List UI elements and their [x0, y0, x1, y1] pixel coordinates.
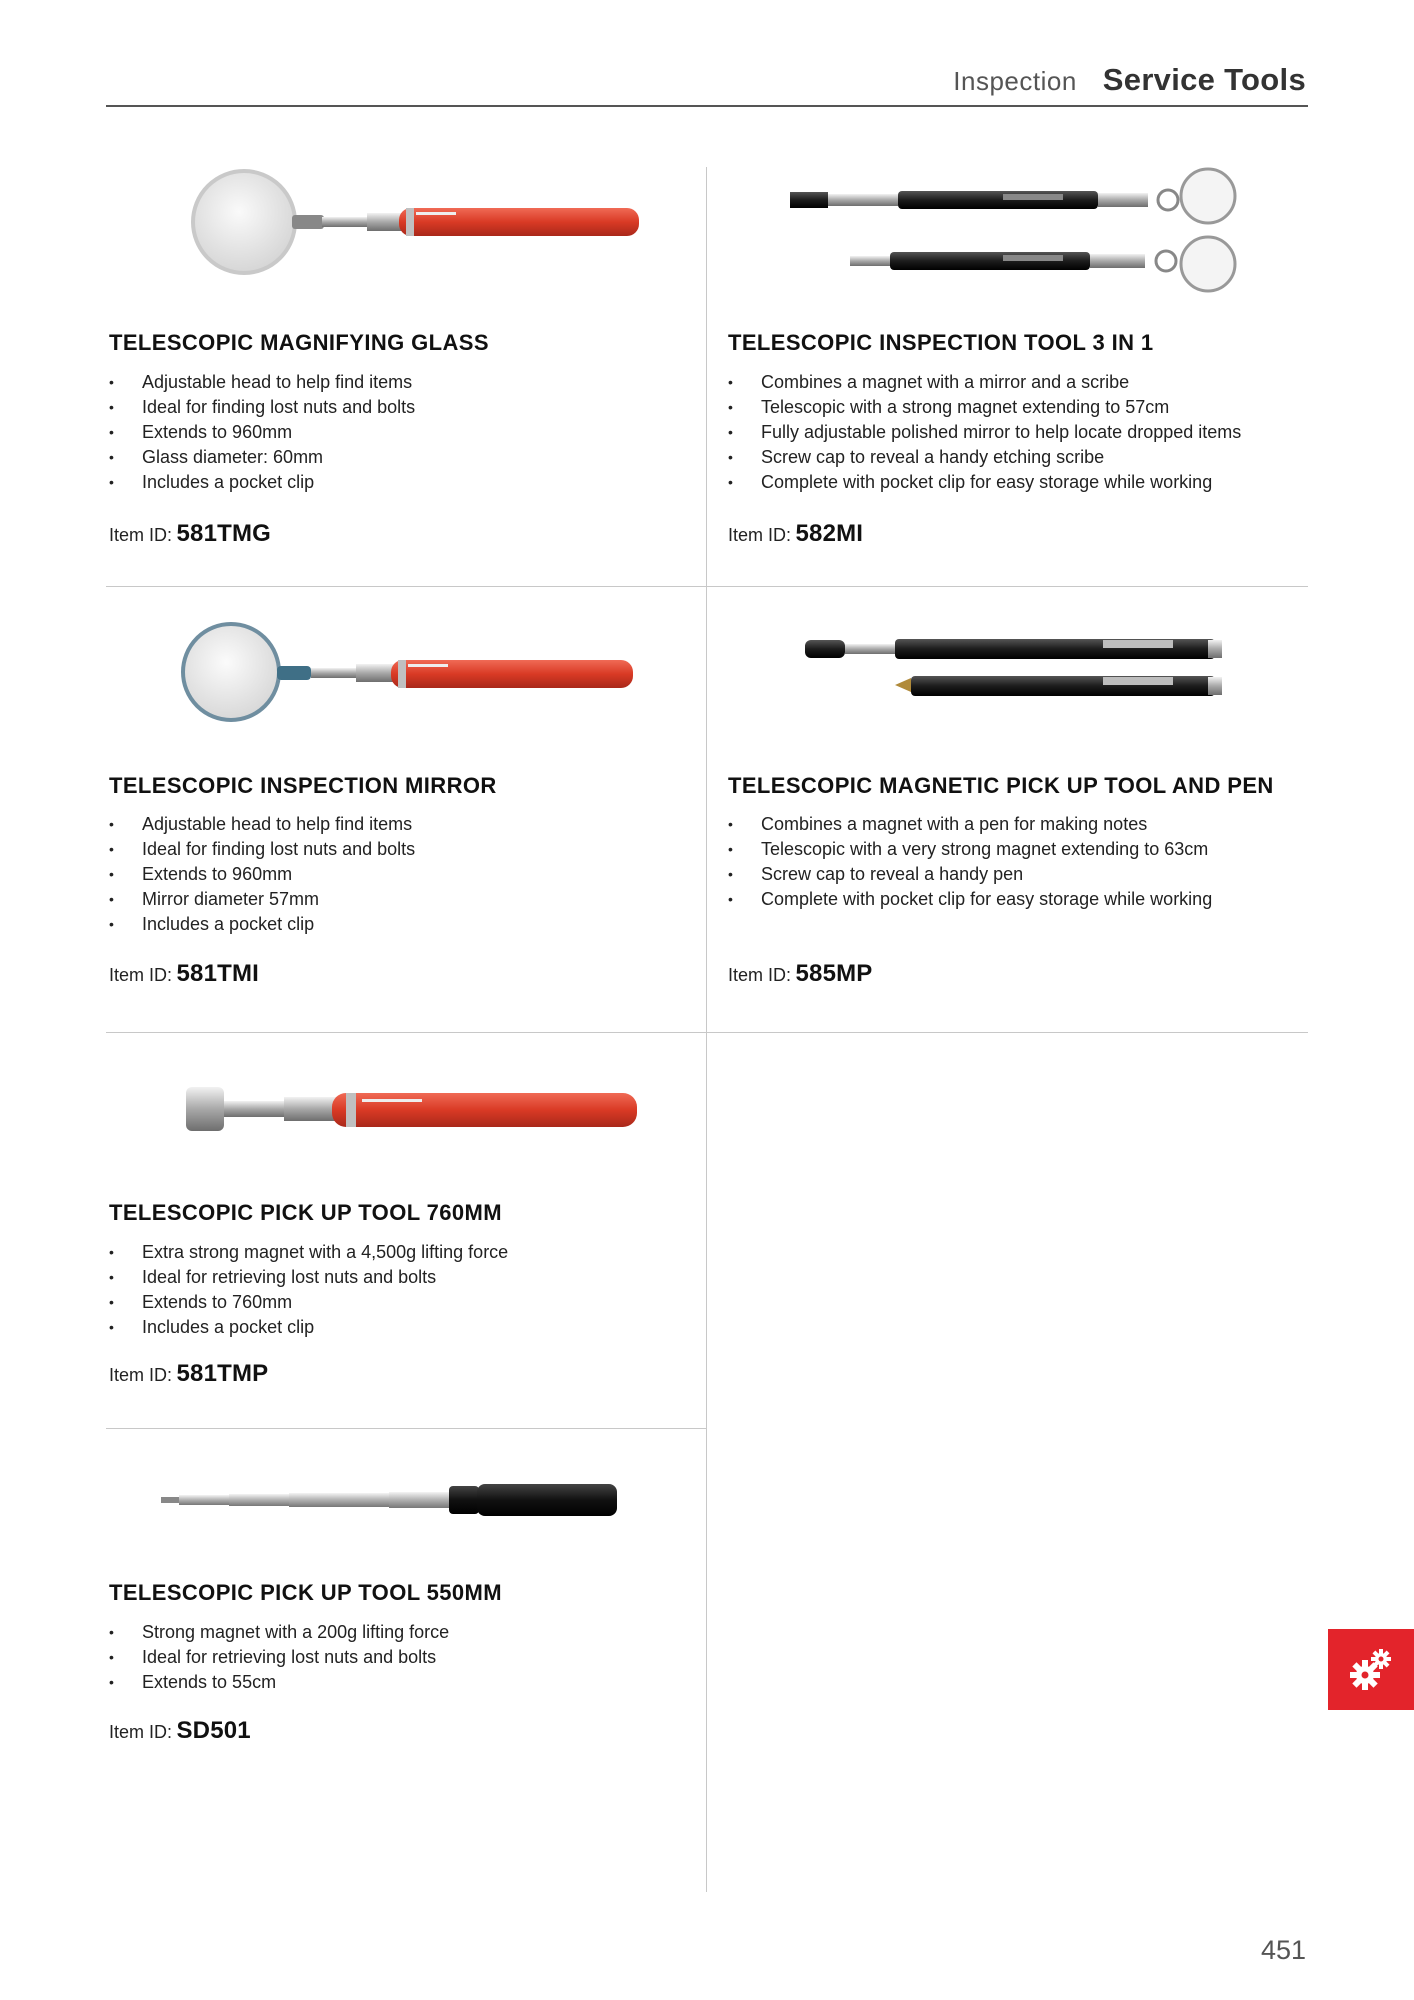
feature-item: • Screw cap to reveal a handy etching scribe	[728, 445, 1241, 470]
item-id-value: 581TMI	[176, 960, 260, 987]
feature-list	[728, 370, 1241, 495]
item-id-row	[109, 960, 259, 988]
feature-item: • Mirror diameter 57mm	[109, 887, 415, 912]
product-title: TELESCOPIC MAGNIFYING GLASS	[109, 330, 489, 355]
magnetic-pen-image	[803, 630, 1243, 710]
feature-item: • Includes a pocket clip	[109, 1315, 508, 1340]
feature-item: • Adjustable head to help find items	[109, 370, 415, 395]
feature-item: • Telescopic with a very strong magnet extending to 63cm	[728, 837, 1212, 862]
pick-up-tool-760-image	[184, 1075, 664, 1145]
feature-list	[109, 1620, 449, 1695]
feature-item: • Combines a magnet with a mirror and a scribe	[728, 370, 1241, 395]
row-divider	[106, 1032, 1308, 1033]
feature-list	[109, 1240, 508, 1340]
item-id-value: 581TMP	[176, 1360, 269, 1387]
section-tab[interactable]	[1328, 1629, 1414, 1710]
item-id-row	[728, 960, 873, 988]
feature-item: • Complete with pocket clip for easy storage while working	[728, 887, 1212, 912]
feature-list	[109, 812, 415, 937]
item-id-label: Item ID:	[109, 1722, 173, 1742]
item-id-row	[109, 520, 271, 548]
magnifying-glass-image	[184, 160, 664, 285]
column-divider	[706, 167, 707, 1892]
item-id-label: Item ID:	[109, 525, 173, 545]
product-card	[109, 1460, 689, 1760]
feature-item: • Extra strong magnet with a 4,500g lifting force	[109, 1240, 508, 1265]
feature-item: • Strong magnet with a 200g lifting force	[109, 1620, 449, 1645]
feature-item: • Includes a pocket clip	[109, 912, 415, 937]
header-rule	[106, 105, 1308, 107]
page-title: Service Tools	[1102, 62, 1306, 97]
feature-item: • Glass diameter: 60mm	[109, 445, 415, 470]
feature-item: • Ideal for retrieving lost nuts and bolts	[109, 1265, 508, 1290]
item-id-label: Item ID:	[109, 965, 173, 985]
item-id-value: 585MP	[795, 960, 873, 987]
product-title: TELESCOPIC PICK UP TOOL 550MM	[109, 1580, 503, 1605]
row-divider	[106, 586, 1308, 587]
item-id-row	[728, 520, 863, 548]
feature-item: • Combines a magnet with a pen for making notes	[728, 812, 1212, 837]
feature-item: • Extends to 960mm	[109, 862, 415, 887]
product-card	[109, 600, 689, 1020]
item-id-row	[109, 1717, 251, 1745]
pick-up-tool-550-image	[159, 1475, 639, 1525]
product-card	[109, 1060, 689, 1420]
feature-item: • Screw cap to reveal a handy pen	[728, 862, 1212, 887]
product-card	[109, 160, 689, 580]
product-title: TELESCOPIC MAGNETIC PICK UP TOOL AND PEN	[728, 773, 1274, 798]
section-label: Inspection	[953, 66, 1077, 96]
feature-item: • Extends to 55cm	[109, 1670, 449, 1695]
product-card	[728, 160, 1308, 580]
gears-icon	[1346, 1645, 1396, 1695]
feature-item: • Adjustable head to help find items	[109, 812, 415, 837]
product-title: TELESCOPIC INSPECTION TOOL 3 IN 1	[728, 330, 1154, 355]
item-id-label: Item ID:	[728, 965, 792, 985]
page-number: 451	[1260, 1935, 1306, 1965]
product-title: TELESCOPIC INSPECTION MIRROR	[109, 773, 497, 798]
feature-item: • Ideal for finding lost nuts and bolts	[109, 395, 415, 420]
feature-item: • Extends to 760mm	[109, 1290, 508, 1315]
item-id-value: 581TMG	[176, 520, 272, 547]
feature-item: • Fully adjustable polished mirror to help locate dropped items	[728, 420, 1241, 445]
item-id-label: Item ID:	[109, 1365, 173, 1385]
inspection-mirror-image	[179, 620, 659, 745]
item-id-value: SD501	[176, 1717, 251, 1744]
item-id-row	[109, 1360, 268, 1388]
feature-list	[109, 370, 415, 495]
feature-item: • Ideal for finding lost nuts and bolts	[109, 837, 415, 862]
item-id-value: 582MI	[795, 520, 864, 547]
row-divider	[106, 1428, 706, 1429]
feature-item: • Extends to 960mm	[109, 420, 415, 445]
product-card	[728, 600, 1308, 1020]
feature-list	[728, 812, 1212, 912]
product-title: TELESCOPIC PICK UP TOOL 760MM	[109, 1200, 503, 1225]
item-id-label: Item ID:	[728, 525, 792, 545]
feature-item: • Includes a pocket clip	[109, 470, 415, 495]
feature-item: • Complete with pocket clip for easy storage while working	[728, 470, 1241, 495]
feature-item: • Telescopic with a strong magnet extending to 57cm	[728, 395, 1241, 420]
feature-item: • Ideal for retrieving lost nuts and bolts	[109, 1645, 449, 1670]
inspection-tool-image	[788, 160, 1268, 300]
page-header	[953, 62, 1306, 98]
